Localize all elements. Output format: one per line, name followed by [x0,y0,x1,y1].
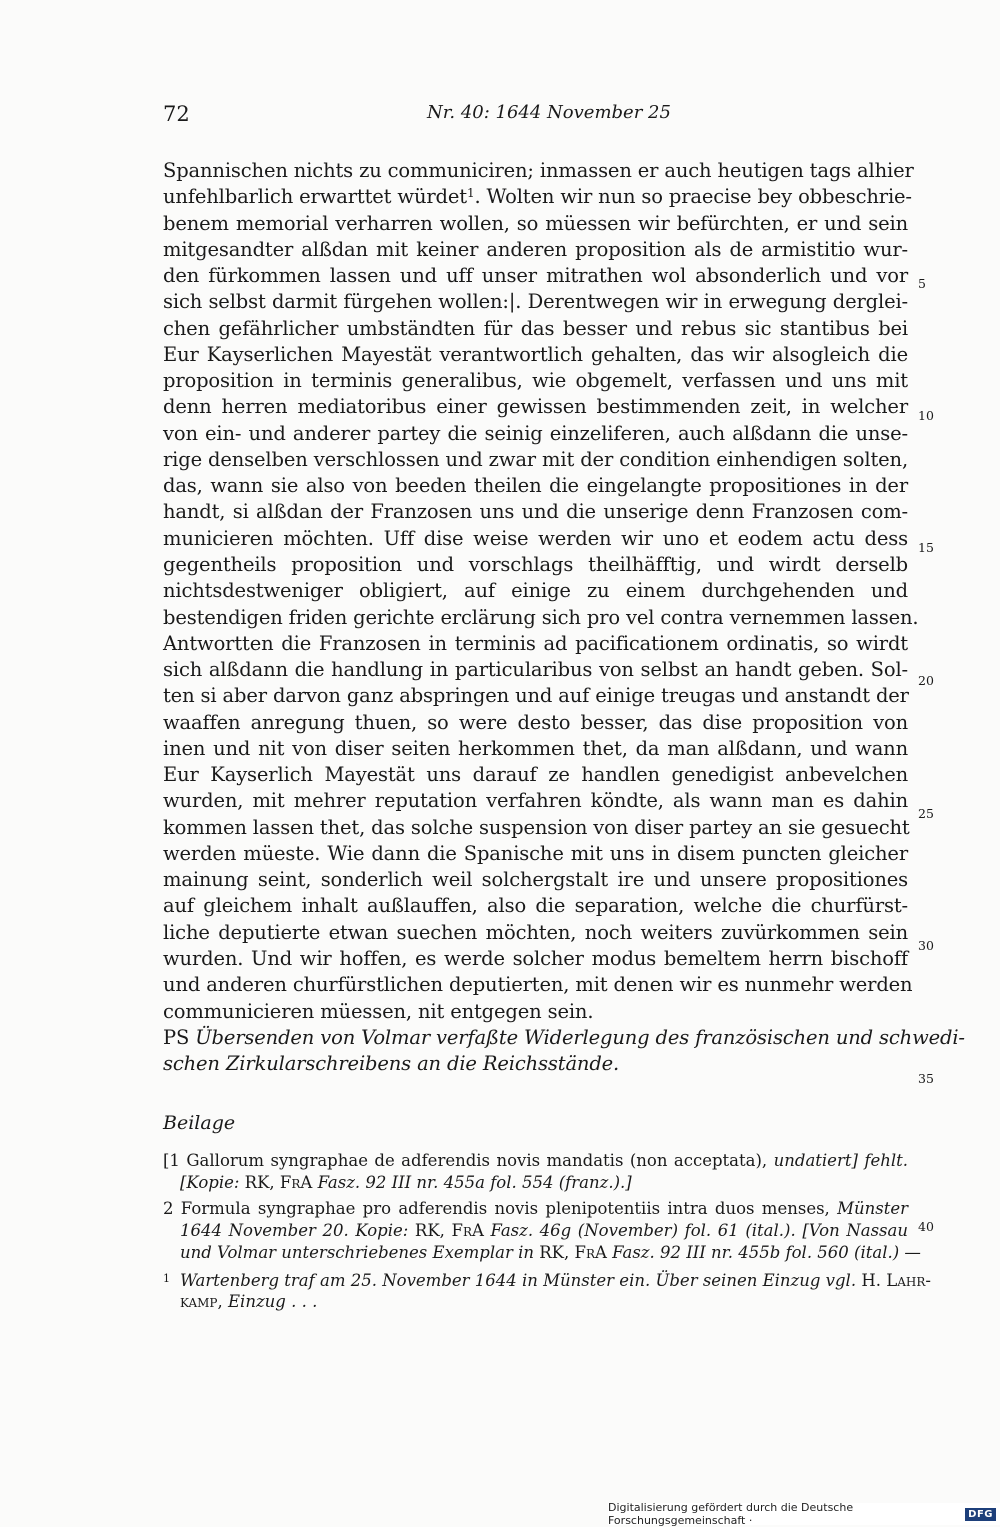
text-line: inen und nit von diser seiten herkommen thet, da man alßdann, und wann [163,736,908,760]
footnote [163,1268,931,1313]
ps-line [163,1025,965,1051]
text-line: wurden, mit mehrer reputation verfahren köndte, als wann man es dahin [163,789,908,813]
note-line [163,1150,908,1172]
dfg-logo: DFG [965,1508,996,1521]
text-line: sich selbst darmit fürgehen wollen:|. Derentwegen wir in erwegung derglei- [163,290,908,314]
note-text: Fasz. 46g (November) fol. 61 (ital.). [490,1220,796,1240]
note-line [163,1198,908,1220]
note-line [163,1220,908,1242]
note-line [163,1172,908,1194]
text-line: werden müeste. Wie dann die Spanische mit uns in disem puncten gleicher [163,841,908,865]
footnote-ref: 1 [466,186,475,201]
line-number: 20 [918,673,934,688]
text-line: das, wann sie also von beeden theilen die eingelangte propositiones in der [163,474,908,498]
page-header [163,102,908,132]
text-line: mainung seint, sonderlich weil solchergstalt ire und unsere propositiones [163,868,908,892]
note-text: [Kopie: [180,1173,240,1193]
line-number: 10 [918,408,934,423]
note-text: undatiert] [773,1151,858,1170]
note-line [163,1242,921,1264]
note-text: RK, [244,1173,275,1193]
note-text: und Volmar unterschriebenes Exemplar in [180,1243,534,1263]
text-line: municieren möchten. Uff dise weise werden wir uno et eodem actu dess [163,526,908,550]
note-text: [1 Gallorum syngraphae de adferendis novis mandatis (non acceptata), [163,1151,768,1170]
footnote-text: Wartenberg traf am 25. November 1644 in Münster ein. Über seinen Einzug vgl. [180,1271,857,1290]
note-text: FrA [451,1220,484,1240]
line-number: 35 [918,1071,934,1086]
text-line: waaffen anregung thuen, so were desto besser, das dise proposition von [163,710,908,734]
note-text: RK, [414,1220,445,1240]
ps-summary: Übersenden von Volmar verfaßte Widerlegung des französischen und schwedi- [195,1025,965,1049]
note-text: 1644 November 20. Kopie: [180,1220,409,1240]
text-line: Antwortten die Franzosen in terminis ad pacificationem ordinatis, so wirdt [163,631,908,655]
text-line [163,184,912,210]
text-line: proposition in terminis generalibus, wie obgemelt, verfassen und uns mit [163,369,908,393]
page-number: 72 [163,102,190,126]
text-line: Spannischen nichts zu communiciren; inmassen er auch heutigen tags alhier [163,159,914,182]
text-line: gegentheils proposition und vorschlags theilhäfftig, und wirdt derselb [163,552,908,576]
funding-text: Digitalisierung gefördert durch die Deutsche Forschungsgemeinschaft · [608,1501,854,1527]
footnote-line [163,1291,908,1314]
footnote-line [163,1268,931,1291]
beilage-heading: Beilage [163,1112,236,1134]
note-text: [Von Nassau [802,1220,908,1240]
line-number: 40 [918,1219,934,1234]
note-text: Fasz. 92 III nr. 455a fol. 554 (franz.).] [317,1173,632,1193]
text-line: von ein- und anderer partey die seinig einzeliferen, auch alßdann die unse- [163,421,908,445]
footnote-text: H. [861,1271,881,1290]
ps-summary: schen Zirkularschreibens an die Reichsstände. [163,1052,620,1076]
beilage-notes [163,1150,921,1264]
running-title: Nr. 40: 1644 November 25 [427,102,671,123]
footnote-text: kamp, [180,1291,223,1311]
text-line: communicieren müessen, nit entgegen sein. [163,999,594,1023]
funding-footer [608,1503,1000,1525]
note-text: Fasz. 92 III nr. 455b fol. 560 (ital.) — [612,1243,921,1263]
note-text: RK, [539,1243,570,1263]
footnote-text: Lahr- [886,1271,931,1290]
line-number: 25 [918,806,934,821]
text-line: nichtsdestweniger obligiert, auf einige zu einem durchgehenden und [163,579,908,603]
text-line-part: unfehlbarlich erwarttet würdet [163,185,467,209]
text-line: kommen lassen thet, das solche suspension von diser partey an sie gesuecht [163,815,910,839]
footnote-mark: 1 [163,1272,170,1285]
note-text: Münster [837,1198,908,1218]
note-text: FrA [279,1173,313,1193]
text-line: denn herren mediatoribus einer gewissen bestimmenden zeit, in welcher [163,395,908,419]
text-line: Eur Kayserlichen Mayestät verantwortlich gehalten, das wir alsogleich die [163,342,908,366]
text-line: ten si aber darvon ganz abspringen und auf einige treugas und anstandt der [163,684,909,708]
text-line: benem memorial verharren wollen, so müessen wir befürchten, er und sein [163,211,908,235]
note-text: FrA [574,1243,607,1263]
note-text: 2 Formula syngraphae pro adferendis novis plenipotentiis intra duos menses, [163,1198,830,1218]
text-line: Eur Kayserlich Mayestät uns darauf ze handlen genedigist anbevelchen [163,763,908,787]
text-line: den fürkommen lassen und uff unser mitrathen wol absonderlich und vor [163,264,908,288]
text-line: mitgesandter alßdan mit keiner anderen proposition als de armistitio wur- [163,237,908,261]
text-line: rige denselben verschlossen und zwar mit der condition einhendigen solten, [163,447,908,471]
text-line-part: . Wolten wir nun so praecise bey obbeschrie- [474,185,912,209]
note-text: fehlt. [864,1151,908,1170]
text-line: chen gefährlicher umbständten für das besser und rebus sic stantibus bei [163,316,908,340]
line-number: 15 [918,540,934,555]
ps-line [163,1051,908,1077]
text-line: handt, si alßdan der Franzosen uns und die unserige denn Franzosen com- [163,500,908,524]
text-line: sich alßdann die handlung in particularibus von selbst an handt geben. Sol- [163,658,908,682]
text-line: und anderen churfürstlichen deputierten, mit denen wir es nunmehr werden [163,973,913,997]
text-line: bestendigen friden gerichte erclärung sich pro vel contra vernemmen lassen. [163,605,919,629]
footnote-text: Einzug . . . [228,1291,318,1311]
text-line: auf gleichem inhalt außlauffen, also die separation, welche die churfürst- [163,894,908,918]
line-number: 5 [918,276,926,291]
ps-lead: PS [163,1025,190,1049]
text-line: liche deputierte etwan suechen möchten, noch weiters zuvürkommen sein [163,920,908,944]
line-number-margin [918,0,948,1300]
text-line: wurden. Und wir hoffen, es werde solcher modus bemeltem herrn bischoff [163,946,908,970]
line-number: 30 [918,938,934,953]
